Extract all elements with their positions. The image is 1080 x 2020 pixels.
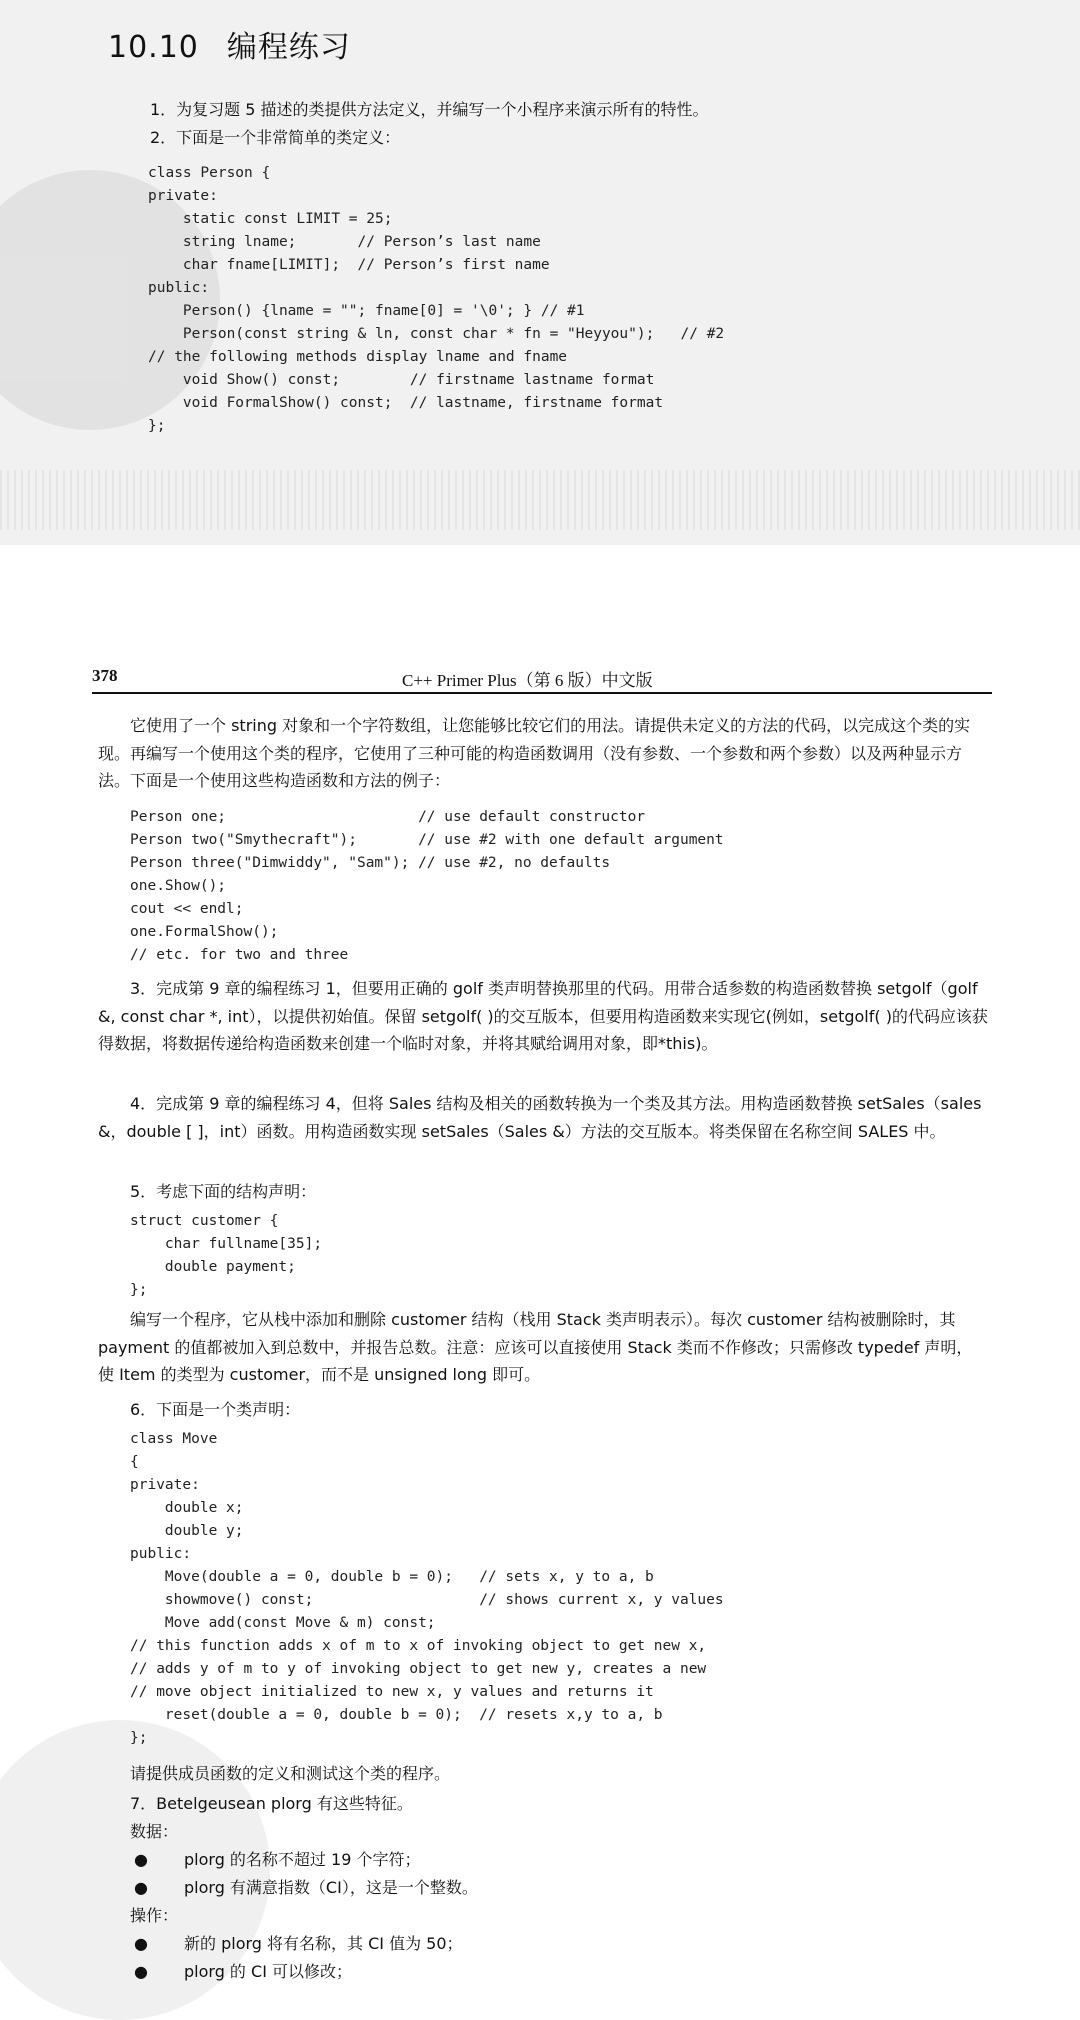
exercise-2-intro: 2．下面是一个非常简单的类定义：	[150, 128, 401, 147]
code-line: };	[130, 1730, 148, 1746]
page-number: 378	[92, 666, 118, 685]
code-line: cout << endl;	[130, 901, 244, 917]
code-line: string lname; // Person’s last name	[148, 234, 541, 250]
exercise-6-intro: 6．下面是一个类声明：	[130, 1400, 301, 1419]
code-line: // move object initialized to new x, y values and returns it	[130, 1684, 654, 1700]
code-block-example	[130, 806, 1010, 967]
running-header	[92, 664, 992, 694]
list-item: ● plorg 有满意指数（CI），这是一个整数。	[134, 1874, 994, 1902]
code-line: class Person {	[148, 165, 271, 181]
code-block-customer	[130, 1210, 1010, 1302]
code-line: Person one; // use default constructor	[130, 809, 646, 825]
exercise-5-intro: 5．考虑下面的结构声明：	[130, 1182, 317, 1201]
code-line: one.Show();	[130, 878, 227, 894]
code-block-person	[148, 162, 1028, 438]
section-title: 编程练习	[226, 30, 351, 65]
code-line: class Move	[130, 1431, 218, 1447]
code-line: Person(const string & ln, const char * fn = "Heyyou"); // #2	[148, 326, 725, 342]
exercise-7-ops-label: 操作：	[130, 1906, 179, 1925]
code-line: void Show() const; // firstname lastname format	[148, 372, 655, 388]
exercise-5-body: 编写一个程序，它从栈中添加和删除 customer 结构（栈用 Stack 类声明表示）。每次 customer 结构被删除时，其 payment 的值都被加入到总数中，并报告总数。注意：应该可以直接使用 Stack 类而不作修改；只需修改 typedef 声明，使 Item 的类型为 customer，而不是 unsigned long 即可。	[98, 1310, 973, 1384]
code-block-move	[130, 1428, 1010, 1750]
list-item: ● plorg 的 CI 可以修改；	[134, 1958, 994, 1986]
code-line: void FormalShow() const; // lastname, firstname format	[148, 395, 664, 411]
code-line: public:	[130, 1546, 192, 1562]
code-line: Person three("Dimwiddy", "Sam"); // use #2, no defaults	[130, 855, 611, 871]
code-line: Person two("Smythecraft"); // use #2 with one default argument	[130, 832, 724, 848]
code-line: char fullname[35];	[130, 1236, 323, 1252]
code-line: Person() {lname = ""; fname[0] = '\0'; } // #1	[148, 303, 585, 319]
exercise-2-body: 它使用了一个 string 对象和一个字符数组，让您能够比较它们的用法。请提供未定义的方法的代码，以完成这个类的实现。再编写一个使用这个类的程序，它使用了三种可能的构造函数调用（没有参数、一个参数和两个参数）以及两种显示方法。下面是一个使用这些构造函数和方法的例子：	[98, 716, 971, 790]
exercise-1: 1．为复习题 5 描述的类提供方法定义，并编写一个小程序来演示所有的特性。	[150, 100, 709, 119]
code-line: static const LIMIT = 25;	[148, 211, 393, 227]
code-line: // the following methods display lname and fname	[148, 349, 568, 365]
code-line: };	[130, 1282, 148, 1298]
code-line: private:	[148, 188, 218, 204]
list-item: ● plorg 的名称不超过 19 个字符；	[134, 1846, 994, 1874]
exercise-7-data-list	[134, 1846, 994, 1901]
code-line: one.FormalShow();	[130, 924, 279, 940]
exercise-7-intro: 7．Betelgeusean plorg 有这些特征。	[130, 1794, 413, 1813]
code-line: private:	[130, 1477, 200, 1493]
code-line: double payment;	[130, 1259, 296, 1275]
code-line: {	[130, 1454, 139, 1470]
section-number: 10.10	[108, 30, 199, 65]
code-line: double y;	[130, 1523, 244, 1539]
exercise-6-body: 请提供成员函数的定义和测试这个类的程序。	[130, 1764, 451, 1783]
scan-noise	[0, 470, 1080, 530]
code-line: double x;	[130, 1500, 244, 1516]
code-line: Move add(const Move & m) const;	[130, 1615, 436, 1631]
section-heading	[108, 22, 351, 66]
code-line: // this function adds x of m to x of invoking object to get new x,	[130, 1638, 707, 1654]
list-item: ● 新的 plorg 将有名称，其 CI 值为 50；	[134, 1930, 994, 1958]
book-title: C++ Primer Plus（第 6 版）中文版	[402, 671, 653, 690]
code-line: Move(double a = 0, double b = 0); // sets x, y to a, b	[130, 1569, 654, 1585]
exercise-3: 3．完成第 9 章的编程练习 1，但要用正确的 golf 类声明替换那里的代码。用带合适参数的构造函数替换 setgolf（golf &, const char *, int），以提供初始值。保留 setgolf( )的交互版本，但要用构造函数来实现它(例如，setgolf( )的代码应该获得数据，将数据传递给构造函数来创建一个临时对象，并将其赋给调用对象，即*this)。	[98, 979, 988, 1053]
code-line: reset(double a = 0, double b = 0); // resets x,y to a, b	[130, 1707, 663, 1723]
code-line: showmove() const; // shows current x, y values	[130, 1592, 724, 1608]
code-line: // adds y of m to y of invoking object to get new y, creates a new	[130, 1661, 707, 1677]
code-line: // etc. for two and three	[130, 947, 349, 963]
code-line: };	[148, 418, 166, 434]
page-gap	[0, 545, 1080, 580]
exercise-7-ops-list	[134, 1930, 994, 1985]
code-line: char fname[LIMIT]; // Person’s first name	[148, 257, 550, 273]
code-line: public:	[148, 280, 210, 296]
code-line: struct customer {	[130, 1213, 279, 1229]
exercise-4: 4．完成第 9 章的编程练习 4，但将 Sales 结构及相关的函数转换为一个类及其方法。用构造函数替换 setSales（sales &，double [ ]，int）函数。用构造函数实现 setSales（Sales &）方法的交互版本。将类保留在名称空间 SALES 中。	[98, 1094, 982, 1141]
exercise-7-data-label: 数据：	[130, 1822, 179, 1841]
